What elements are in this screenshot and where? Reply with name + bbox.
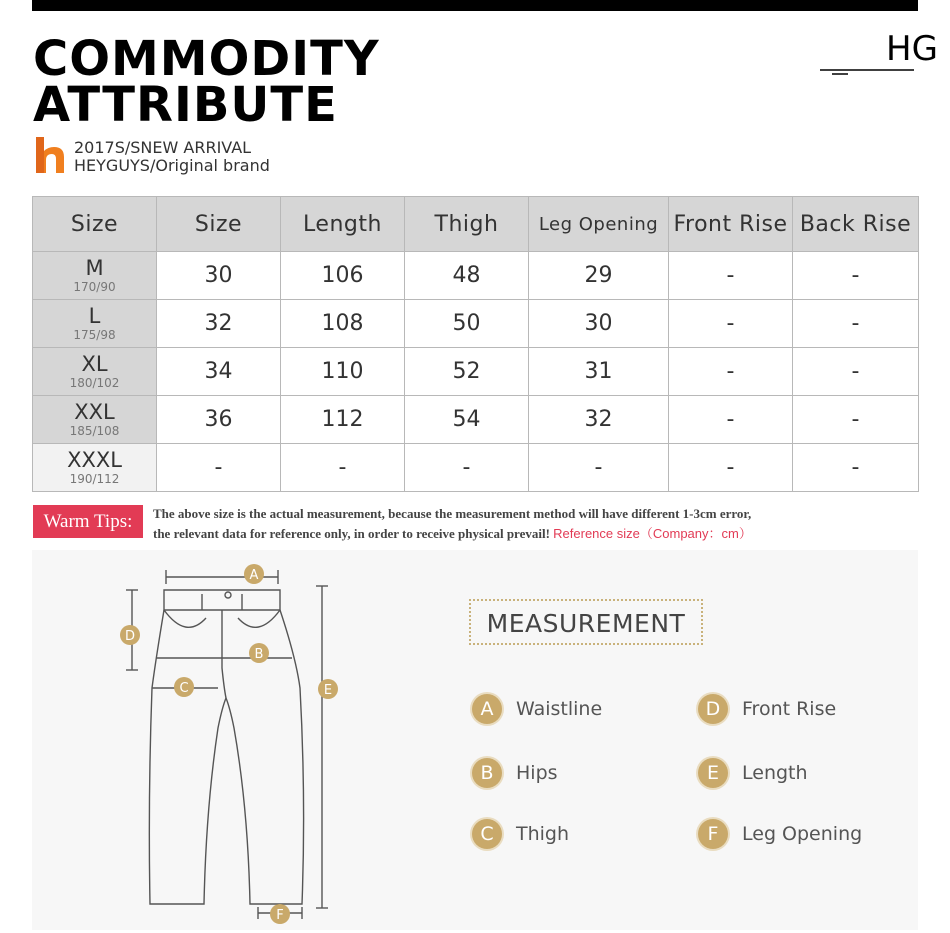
table-cell: - <box>669 252 793 300</box>
table-cell: 108 <box>281 300 405 348</box>
header-leg-opening: Leg Opening <box>529 197 669 252</box>
diagram-label-a: A <box>249 568 259 583</box>
header-length: Length <box>281 197 405 252</box>
size-cell <box>33 300 157 348</box>
table-cell: - <box>793 300 919 348</box>
legend-item <box>472 819 569 849</box>
table-cell: - <box>529 444 669 492</box>
tips-line-2-text: the relevant data for reference only, in order to receive physical prevail! <box>153 526 550 541</box>
diagram-label-d: D <box>124 629 136 644</box>
table-cell: 32 <box>157 300 281 348</box>
legend-badge: E <box>698 758 728 788</box>
table-cell: 110 <box>281 348 405 396</box>
table-cell: 52 <box>405 348 529 396</box>
table-row <box>33 300 919 348</box>
tips-reference: Reference size（Company：cm） <box>553 526 752 541</box>
measurement-title: MEASUREMENT <box>469 599 703 645</box>
legend-item <box>698 819 862 849</box>
size-spec: 180/102 <box>69 376 120 390</box>
diagram-label-c: C <box>179 681 189 696</box>
tips-line-1: The above size is the actual measurement, because the measurement method will have different 1-3cm error, <box>153 506 752 521</box>
table-cell: - <box>157 444 281 492</box>
header-thigh: Thigh <box>405 197 529 252</box>
table-cell: - <box>669 300 793 348</box>
size-name: XXXL <box>67 448 122 472</box>
table-row <box>33 348 919 396</box>
table-cell: 30 <box>157 252 281 300</box>
table-cell: 50 <box>405 300 529 348</box>
tips-line-2 <box>153 524 752 544</box>
table-cell: 36 <box>157 396 281 444</box>
table-cell: 112 <box>281 396 405 444</box>
size-cell <box>33 252 157 300</box>
table-cell: 48 <box>405 252 529 300</box>
size-name: L <box>88 304 101 328</box>
page-title <box>33 31 380 133</box>
legend-item <box>472 758 558 788</box>
table-cell: - <box>405 444 529 492</box>
table-cell: - <box>793 348 919 396</box>
table-row <box>33 444 919 492</box>
legend-label: Leg Opening <box>742 823 863 845</box>
title-line-1: COMMODITY <box>33 31 380 87</box>
table-header-row <box>33 197 919 252</box>
legend-item <box>472 694 602 724</box>
legend-label: Hips <box>516 762 558 784</box>
table-cell: - <box>793 252 919 300</box>
header-front-rise: Front Rise <box>669 197 793 252</box>
size-spec: 170/90 <box>73 280 116 294</box>
table-cell: 32 <box>529 396 669 444</box>
warm-tips-text <box>153 504 752 544</box>
table-cell: 29 <box>529 252 669 300</box>
table-cell: - <box>281 444 405 492</box>
legend-badge: B <box>472 758 502 788</box>
sub-line-1: 2017S/SNEW ARRIVAL <box>74 138 252 157</box>
legend-badge: C <box>472 819 502 849</box>
size-cell <box>33 444 157 492</box>
hg-logo-icon <box>818 29 938 78</box>
legend-item <box>698 758 808 788</box>
header-size-label: Size <box>33 197 157 252</box>
legend-badge: F <box>698 819 728 849</box>
brand-logo-icon <box>34 135 66 175</box>
header-size: Size <box>157 197 281 252</box>
size-name: XL <box>81 352 108 376</box>
size-cell <box>33 348 157 396</box>
diagram-label-f: F <box>276 908 284 923</box>
table-cell: - <box>669 396 793 444</box>
brand-subline <box>74 139 270 175</box>
diagram-label-b: B <box>254 647 264 662</box>
sub-line-2: HEYGUYS/Original brand <box>74 156 270 175</box>
header-back-rise: Back Rise <box>793 197 919 252</box>
table-cell: 31 <box>529 348 669 396</box>
table-cell: 30 <box>529 300 669 348</box>
jeans-diagram-icon <box>96 558 358 933</box>
diagram-label-e: E <box>323 683 333 698</box>
table-cell: - <box>669 348 793 396</box>
legend-label: Thigh <box>516 823 570 845</box>
legend-badge: D <box>698 694 728 724</box>
size-spec: 175/98 <box>73 328 116 342</box>
size-spec: 185/108 <box>69 424 120 438</box>
warm-tips-badge: Warm Tips: <box>33 505 143 538</box>
table-cell: - <box>669 444 793 492</box>
size-cell <box>33 396 157 444</box>
top-bar <box>32 0 918 11</box>
table-cell: 34 <box>157 348 281 396</box>
legend-label: Length <box>742 762 808 784</box>
size-name: M <box>85 256 104 280</box>
table-row <box>33 396 919 444</box>
table-cell: 54 <box>405 396 529 444</box>
legend-label: Waistline <box>516 698 603 720</box>
size-name: XXL <box>74 400 115 424</box>
title-line-2: ATTRIBUTE <box>33 77 338 133</box>
table-row <box>33 252 919 300</box>
legend-badge: A <box>472 694 502 724</box>
table-cell: - <box>793 444 919 492</box>
legend-item <box>698 694 836 724</box>
size-table <box>32 196 919 492</box>
hg-logo-text: HG <box>886 29 938 69</box>
size-spec: 190/112 <box>69 472 120 486</box>
table-cell: - <box>793 396 919 444</box>
table-cell: 106 <box>281 252 405 300</box>
legend-label: Front Rise <box>742 698 837 720</box>
